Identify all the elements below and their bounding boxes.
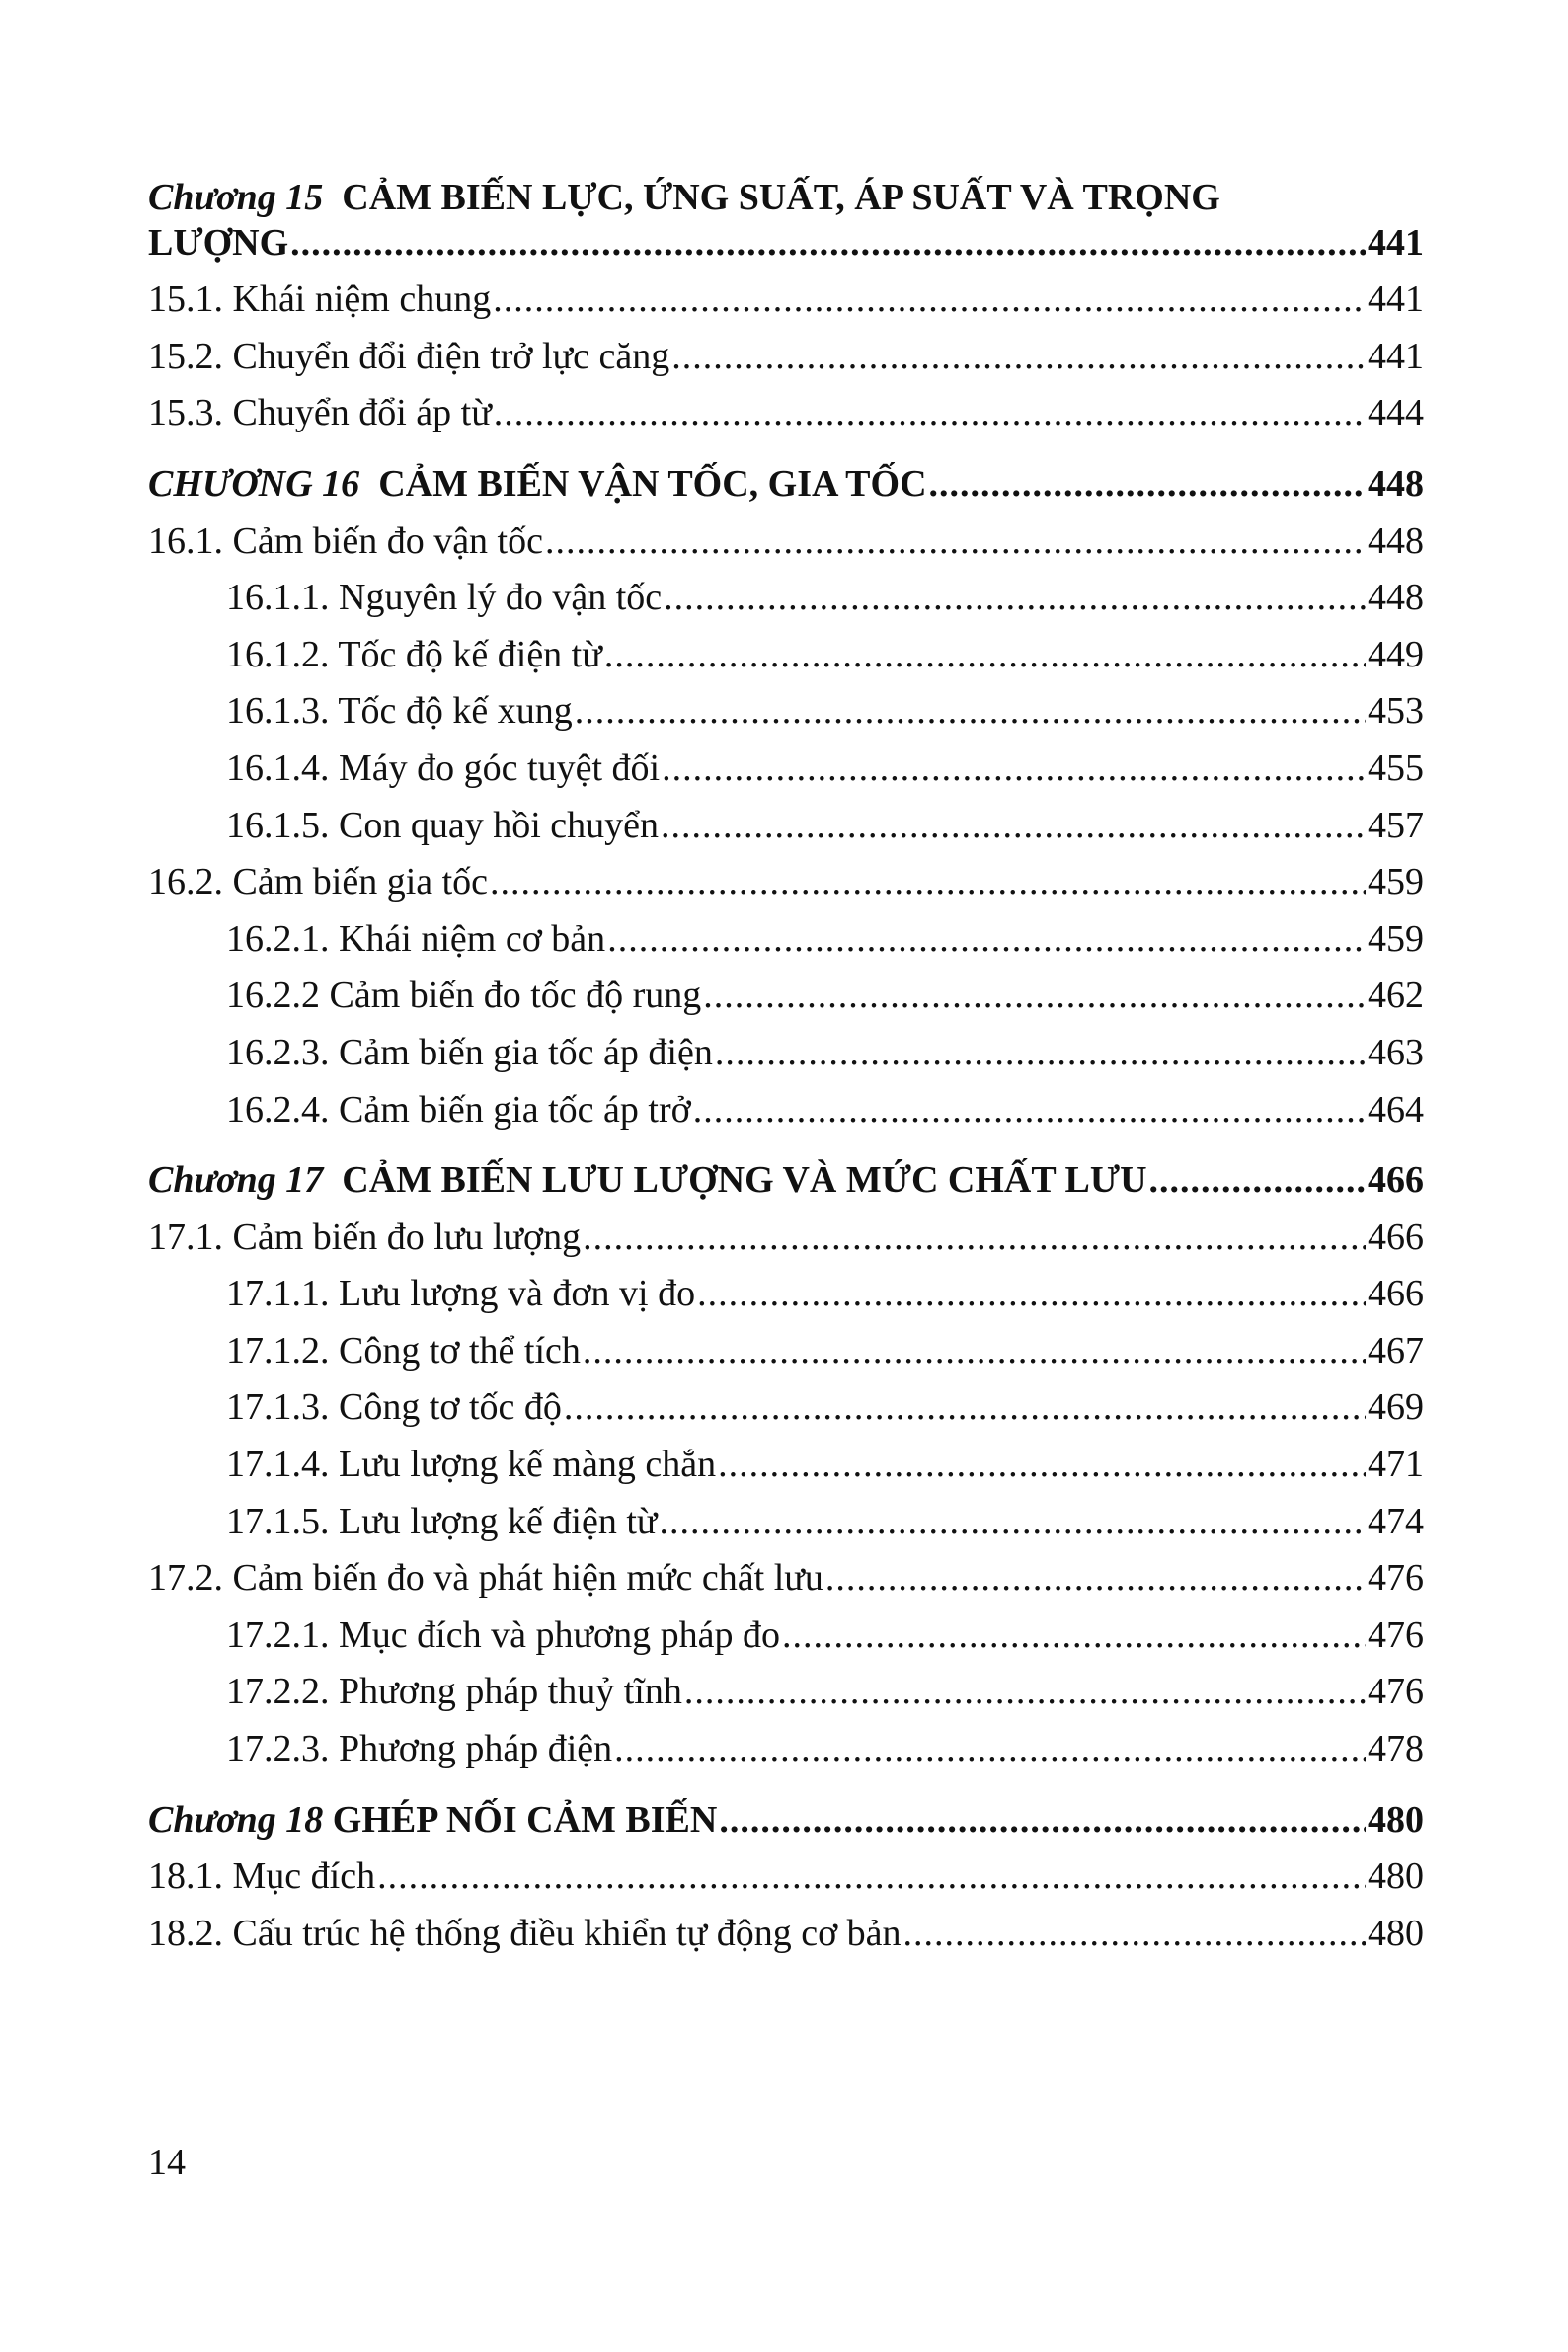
entry-label: 16.2.2 Cảm biến đo tốc độ rung (226, 975, 702, 1017)
table-of-contents (148, 176, 1424, 1956)
entry-page: 476 (1368, 1557, 1424, 1600)
entry-label: 17.1.1. Lưu lượng và đơn vị đo (226, 1273, 696, 1315)
dot-leader (493, 277, 1366, 323)
chapter-15-page: 441 (1368, 221, 1424, 264)
entry-label: 17.1.3. Công tơ tốc độ (226, 1386, 562, 1429)
entry-page: 457 (1368, 804, 1424, 846)
entry-page: 441 (1368, 335, 1424, 377)
toc-entry-17-1-2 (148, 1329, 1424, 1374)
chapter-16-page: 448 (1368, 462, 1424, 505)
entry-label: 16.1. Cảm biến đo vận tốc (148, 519, 543, 562)
entry-page: 476 (1368, 1671, 1424, 1713)
toc-entry-16-2-2 (148, 974, 1424, 1019)
entry-label: 15.1. Khái niệm chung (148, 278, 492, 321)
dot-leader (782, 1613, 1366, 1659)
entry-page: 469 (1368, 1386, 1424, 1429)
chapter-16-entry (148, 462, 1424, 508)
toc-entry-17-2-3 (148, 1727, 1424, 1772)
toc-entry-16-1-4 (148, 746, 1424, 792)
chapter-18-prefix: Chương 18 (148, 1798, 324, 1841)
dot-leader (1149, 1158, 1366, 1204)
toc-entry-16-2-4 (148, 1088, 1424, 1134)
entry-label: 15.3. Chuyển đổi áp từ (148, 392, 492, 434)
entry-page: 478 (1368, 1728, 1424, 1770)
entry-page: 466 (1368, 1215, 1424, 1258)
dot-leader (583, 1329, 1366, 1374)
toc-entry-17-1-3 (148, 1385, 1424, 1431)
dot-leader (693, 1088, 1366, 1134)
entry-label: 16.2.4. Cảm biến gia tốc áp trở (226, 1088, 691, 1131)
entry-page: 476 (1368, 1613, 1424, 1656)
chapter-17-page: 466 (1368, 1159, 1424, 1202)
toc-entry-18-2 (148, 1912, 1424, 1957)
entry-page: 444 (1368, 392, 1424, 434)
dot-leader (575, 689, 1366, 735)
dot-leader (684, 1670, 1366, 1715)
toc-entry-17-2-2 (148, 1670, 1424, 1715)
toc-entry-16-1-3 (148, 689, 1424, 735)
entry-page: 463 (1368, 1031, 1424, 1073)
dot-leader (715, 1031, 1366, 1076)
dot-leader (664, 576, 1366, 621)
entry-page: 441 (1368, 278, 1424, 321)
toc-entry-16-2-3 (148, 1031, 1424, 1076)
entry-label: 16.2.3. Cảm biến gia tốc áp điện (226, 1031, 713, 1073)
chapter-15-title: CẢM BIẾN LỰC, ỨNG SUẤT, ÁP SUẤT VÀ TRỌNG (342, 177, 1220, 218)
dot-leader (290, 221, 1366, 267)
dot-leader (825, 1556, 1366, 1602)
dot-leader (604, 633, 1366, 678)
entry-page: 448 (1368, 577, 1424, 619)
dot-leader (903, 1912, 1366, 1957)
toc-entry-18-1 (148, 1854, 1424, 1900)
dot-leader (719, 1798, 1366, 1843)
chapter-17-title: CẢM BIẾN LƯU LƯỢNG VÀ MỨC CHẤT LƯU (342, 1159, 1147, 1202)
entry-page: 464 (1368, 1088, 1424, 1131)
toc-entry-16-1-2 (148, 633, 1424, 678)
entry-page: 480 (1368, 1855, 1424, 1898)
entry-label: 16.1.1. Nguyên lý đo vận tốc (226, 577, 663, 619)
dot-leader (703, 974, 1366, 1019)
entry-page: 448 (1368, 519, 1424, 562)
entry-label: 17.2.2. Phương pháp thuỷ tĩnh (226, 1671, 682, 1713)
entry-page: 455 (1368, 746, 1424, 789)
entry-label: 15.2. Chuyển đổi điện trở lực căng (148, 335, 670, 377)
chapter-15-title-line1 (148, 176, 1424, 221)
dot-leader (583, 1215, 1366, 1261)
entry-label: 17.1.5. Lưu lượng kế điện từ (226, 1500, 658, 1542)
chapter-18-title: GHÉP NỐI CẢM BIẾN (332, 1798, 718, 1841)
page-number: 14 (148, 2142, 186, 2183)
dot-leader (718, 1443, 1366, 1488)
dot-leader (660, 1500, 1367, 1545)
toc-entry-16-1 (148, 519, 1424, 565)
dot-leader (929, 462, 1366, 508)
toc-entry-17-1-4 (148, 1443, 1424, 1488)
toc-entry-16-2-1 (148, 917, 1424, 963)
dot-leader (697, 1272, 1366, 1317)
toc-entry-16-1-5 (148, 804, 1424, 849)
entry-label: 17.2.3. Phương pháp điện (226, 1728, 613, 1770)
dot-leader (607, 917, 1366, 963)
dot-leader (494, 391, 1366, 436)
entry-page: 459 (1368, 917, 1424, 960)
entry-label: 18.1. Mục đích (148, 1855, 376, 1898)
chapter-18-entry (148, 1798, 1424, 1843)
entry-page: 462 (1368, 975, 1424, 1017)
entry-page: 480 (1368, 1912, 1424, 1954)
entry-label: 16.1.3. Tốc độ kế xung (226, 690, 573, 733)
chapter-15-entry (148, 221, 1424, 267)
chapter-17-prefix: Chương 17 (148, 1159, 324, 1202)
entry-page: 459 (1368, 861, 1424, 903)
toc-entry-15-2 (148, 335, 1424, 380)
entry-label: 16.1.5. Con quay hồi chuyển (226, 804, 660, 846)
dot-leader (662, 746, 1366, 792)
dot-leader (671, 335, 1366, 380)
entry-label: 16.2.1. Khái niệm cơ bản (226, 917, 606, 960)
chapter-16-prefix: CHƯƠNG 16 (148, 462, 360, 505)
entry-label: 17.2. Cảm biến đo và phát hiện mức chất lưu (148, 1557, 823, 1600)
toc-entry-17-1-5 (148, 1500, 1424, 1545)
chapter-18-label (148, 1798, 717, 1843)
dot-leader (661, 804, 1366, 849)
toc-entry-15-1 (148, 277, 1424, 323)
dot-leader (564, 1385, 1366, 1431)
entry-page: 467 (1368, 1329, 1424, 1372)
chapter-17-label (148, 1158, 1147, 1204)
entry-page: 474 (1368, 1500, 1424, 1542)
chapter-18-page: 480 (1368, 1798, 1424, 1841)
entry-page: 449 (1368, 633, 1424, 675)
entry-page: 466 (1368, 1273, 1424, 1315)
entry-label: 17.1.4. Lưu lượng kế màng chắn (226, 1444, 717, 1486)
entry-label: 16.1.4. Máy đo góc tuyệt đối (226, 746, 661, 789)
toc-entry-17-1-1 (148, 1272, 1424, 1317)
toc-entry-15-3 (148, 391, 1424, 436)
entry-label: 17.1.2. Công tơ thể tích (226, 1329, 581, 1372)
entry-page: 471 (1368, 1444, 1424, 1486)
toc-entry-16-2 (148, 860, 1424, 905)
toc-entry-16-1-1 (148, 576, 1424, 621)
dot-leader (377, 1854, 1366, 1900)
chapter-15-title-line2: LƯỢNG (148, 221, 289, 264)
dot-leader (545, 519, 1366, 565)
chapter-16-label (148, 462, 927, 508)
dot-leader (614, 1727, 1366, 1772)
chapter-17-entry (148, 1158, 1424, 1204)
entry-page: 453 (1368, 690, 1424, 733)
dot-leader (490, 860, 1366, 905)
entry-label: 17.1. Cảm biến đo lưu lượng (148, 1215, 582, 1258)
toc-entry-17-2 (148, 1556, 1424, 1602)
entry-label: 16.2. Cảm biến gia tốc (148, 861, 489, 903)
chapter-15-prefix: Chương 15 (148, 177, 324, 218)
chapter-16-title: CẢM BIẾN VẬN TỐC, GIA TỐC (378, 462, 927, 505)
toc-entry-17-2-1 (148, 1613, 1424, 1659)
toc-entry-17-1 (148, 1215, 1424, 1261)
entry-label: 18.2. Cấu trúc hệ thống điều khiển tự động cơ bản (148, 1912, 902, 1954)
entry-label: 17.2.1. Mục đích và phương pháp đo (226, 1613, 781, 1656)
entry-label: 16.1.2. Tốc độ kế điện từ (226, 633, 602, 675)
